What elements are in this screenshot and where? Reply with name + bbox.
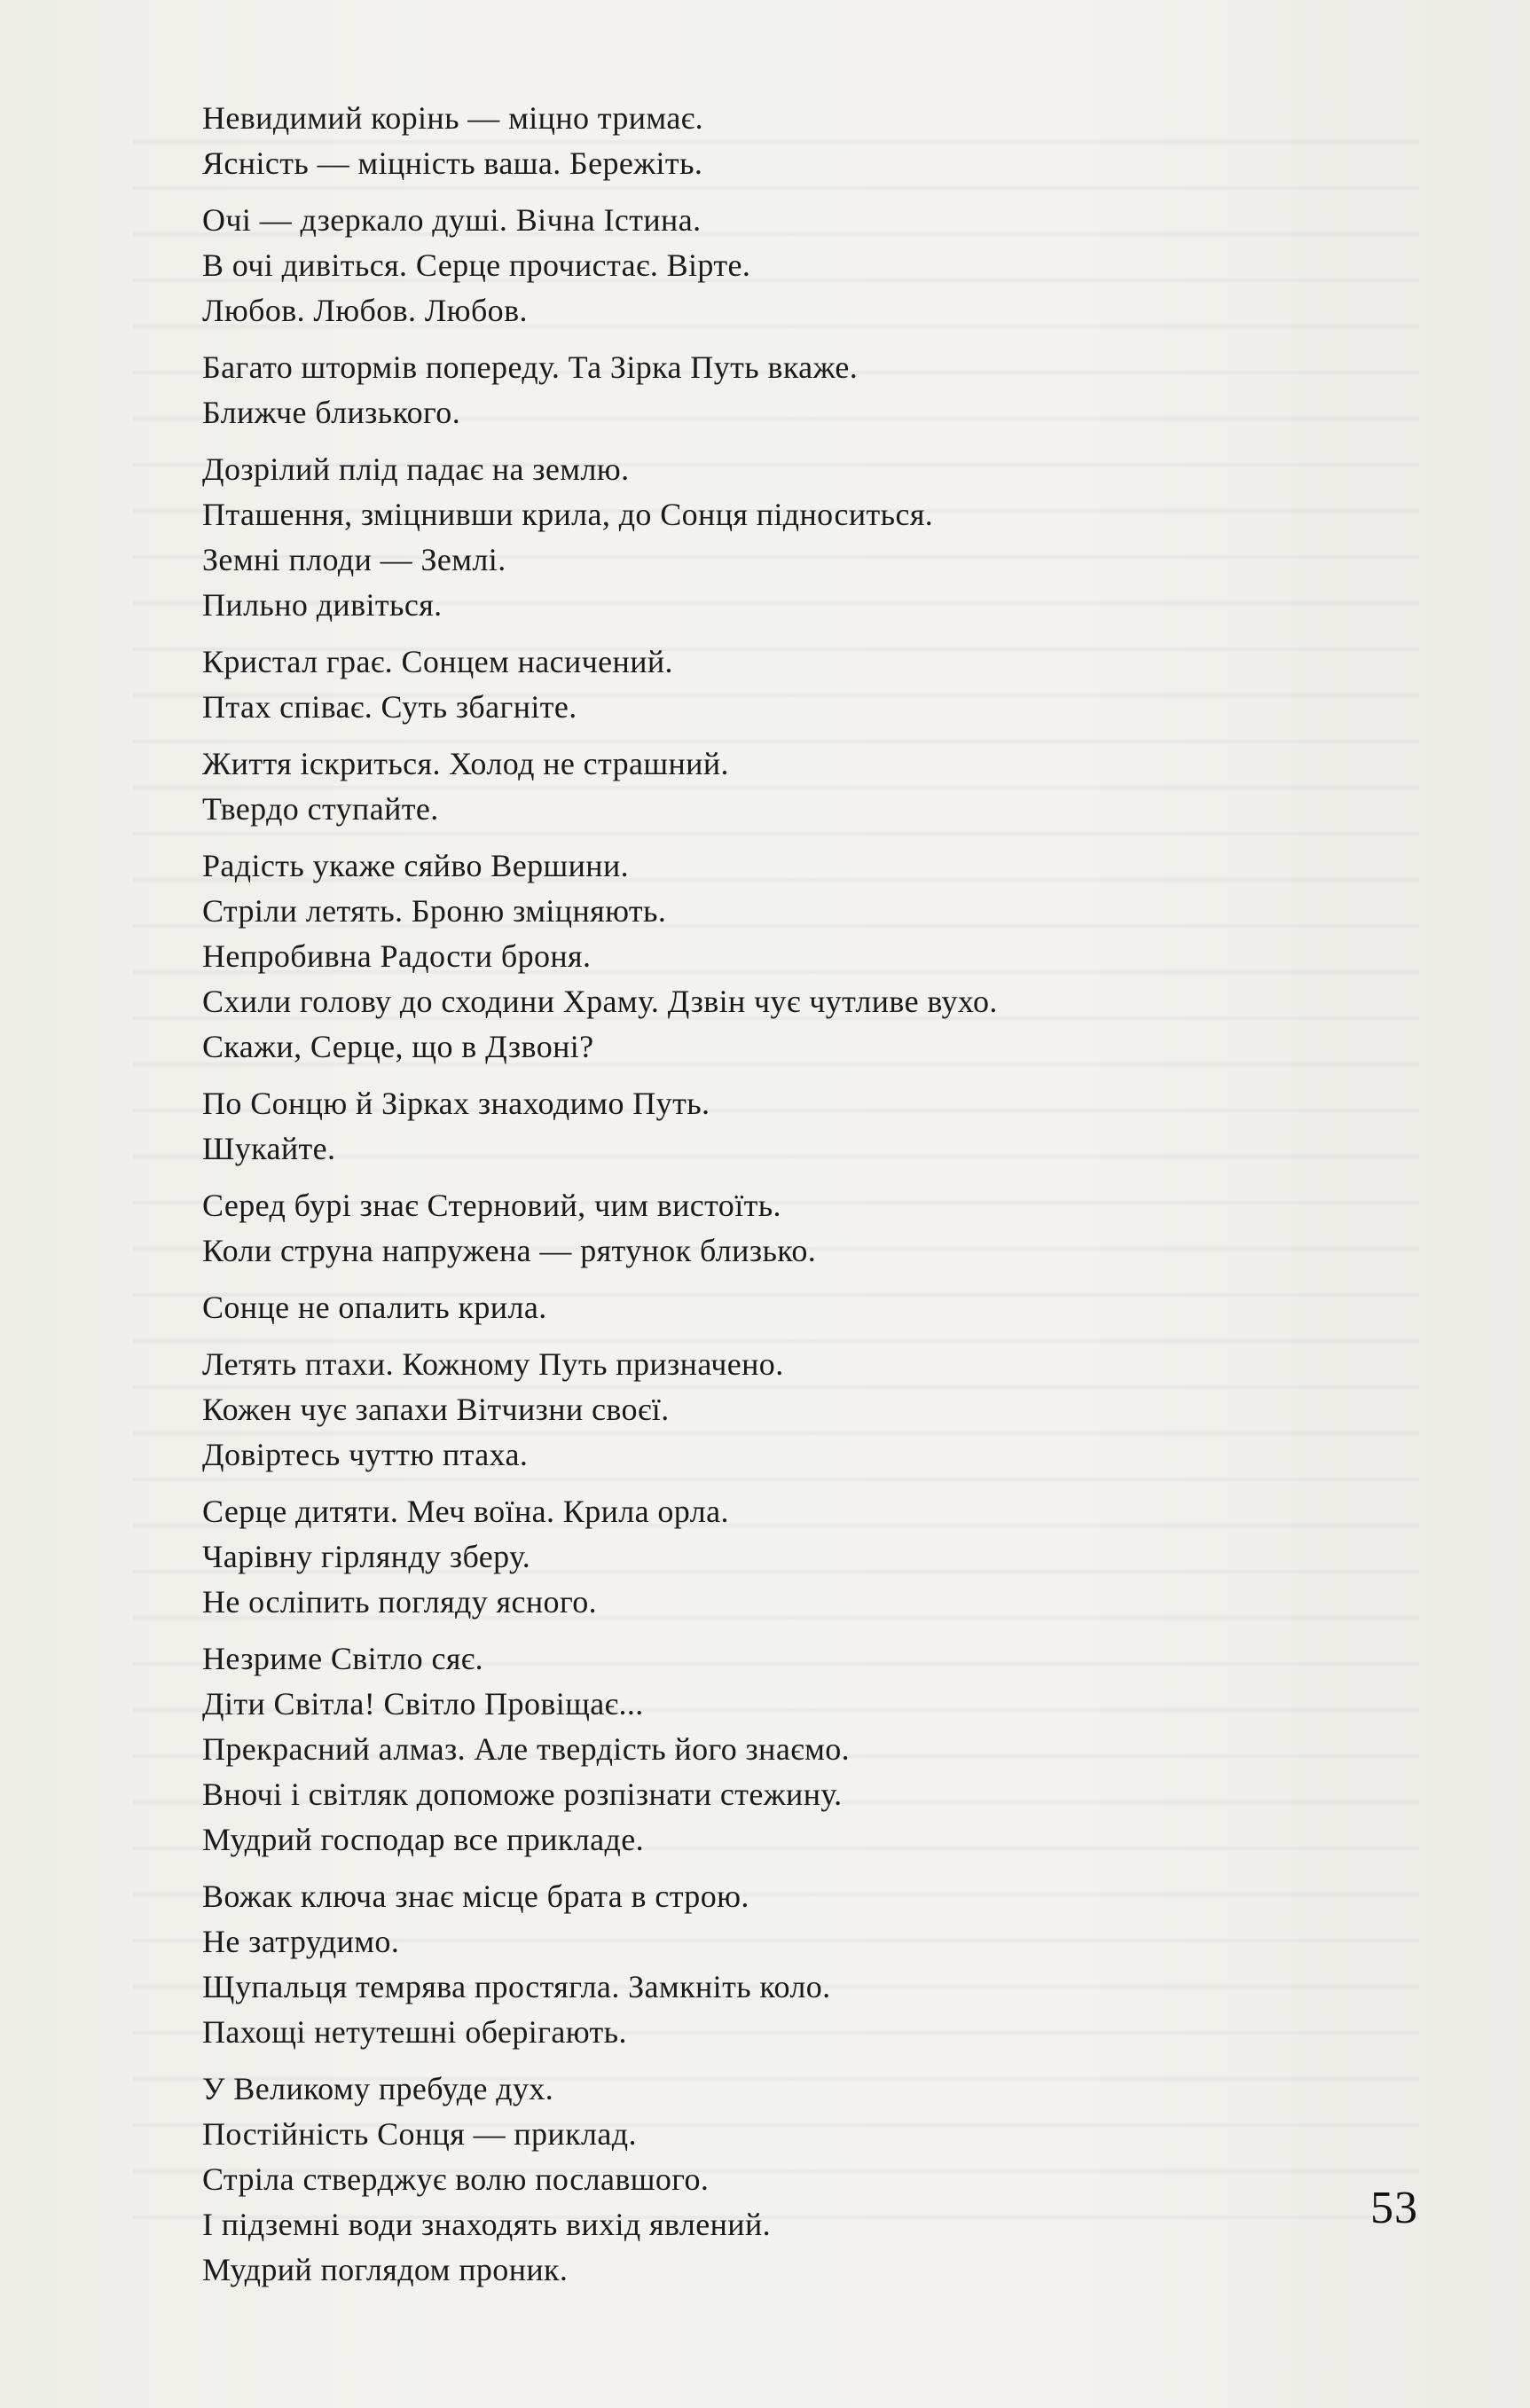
poem-line: Серце дитяти. Меч воїна. Крила орла. (202, 1494, 729, 1529)
poem-line: Стріли летять. Броню зміцняють. (202, 893, 667, 929)
poem-line: В очі дивіться. Серце прочистає. Вірте. (202, 247, 751, 283)
poem-line: Дозрілий плід падає на землю. (202, 451, 630, 487)
poem-line: Життя іскриться. Холод не страшний. (202, 746, 729, 781)
poem-line: Вожак ключа знає місце брата в строю. (202, 1879, 749, 1914)
poem-line: Твердо ступайте. (202, 791, 439, 827)
poem-line: Земні плоди — Землі. (202, 542, 506, 577)
poem-line: Птах співає. Суть збагніте. (202, 689, 577, 725)
poem-line: Мудрий господар все прикладе. (202, 1822, 645, 1857)
stanza (202, 1285, 1444, 1330)
stanza (202, 447, 1444, 628)
poem-line: Мудрий поглядом проник. (202, 2252, 569, 2287)
stanza (202, 1636, 1444, 1863)
poem-line: Не затрудимо. (202, 1924, 400, 1959)
stanza (202, 741, 1444, 832)
poem-line: Шукайте. (202, 1131, 336, 1166)
poem-line: Кристал грає. Сонцем насичений. (202, 644, 673, 679)
stanza (202, 198, 1444, 333)
poem-line: Вночі і світляк допоможе розпізнати стежину. (202, 1777, 843, 1812)
stanza (202, 639, 1444, 730)
poem-line: У Великому пребуде дух. (202, 2071, 554, 2106)
poem-line: Прекрасний алмаз. Але твердість його знаємо. (202, 1731, 851, 1767)
poem-line: Пильно дивіться. (202, 587, 443, 623)
stanza (202, 1183, 1444, 1274)
poem-line: Кожен чує запахи Вітчизни своєї. (202, 1392, 670, 1427)
poem-line: Довіртесь чуттю птаха. (202, 1437, 529, 1472)
poem-line: Невидимий корінь — міцно тримає. (202, 100, 703, 136)
poem-line: Чарівну гірлянду зберу. (202, 1539, 531, 1574)
stanza (202, 1874, 1444, 2055)
poem-line: Радість укаже сяйво Вершини. (202, 848, 630, 883)
poem-line: Незриме Світло сяє. (202, 1641, 484, 1676)
stanza (202, 345, 1444, 435)
poem-line: Стріла стверджує волю пославшого. (202, 2161, 710, 2197)
poem-line: Любов. Любов. Любов. (202, 293, 528, 328)
poem-line: Ясність — міцність ваша. Бережіть. (202, 145, 703, 181)
poem-line: Схили голову до сходини Храму. Дзвін чує чутливе вухо. (202, 984, 998, 1019)
stanza (202, 2067, 1444, 2293)
poem-line: Пташення, зміцнивши крила, до Сонця підноситься. (202, 497, 934, 532)
stanza (202, 1489, 1444, 1625)
poem-line: І підземні води знаходять вихід явлений. (202, 2207, 772, 2242)
stanza (202, 96, 1444, 186)
poem-line: Очі — дзеркало душі. Вічна Істина. (202, 202, 702, 238)
page-number: 53 (1370, 2183, 1418, 2233)
poem-line: Щупальця темрява простягла. Замкніть коло. (202, 1969, 831, 2004)
poem-line: Постійність Сонця — приклад. (202, 2116, 637, 2152)
stanza (202, 1081, 1444, 1172)
poem-line: Коли струна напружена — рятунок близько. (202, 1233, 817, 1268)
poem-line: Багато штормів попереду. Та Зірка Путь вкаже. (202, 349, 859, 385)
poem-line: Не осліпить погляду ясного. (202, 1584, 598, 1620)
poem-line: Діти Світла! Світло Провіщає... (202, 1686, 644, 1722)
poem-body (202, 96, 1444, 2304)
stanza (202, 1342, 1444, 1478)
poem-line: Пахощі нетутешні оберігають. (202, 2014, 627, 2050)
poem-line: Непробивна Радости броня. (202, 938, 592, 974)
poem-line: Сонце не опалить крила. (202, 1290, 547, 1325)
poem-line: Серед бурі знає Стерновий, чим вистоїть. (202, 1188, 781, 1223)
stanza (202, 843, 1444, 1070)
poem-line: Ближче близького. (202, 395, 461, 430)
poem-line: По Сонцю й Зірках знаходимо Путь. (202, 1086, 710, 1121)
poem-line: Скажи, Серце, що в Дзвоні? (202, 1029, 594, 1064)
poem-line: Летять птахи. Кожному Путь призначено. (202, 1346, 784, 1382)
